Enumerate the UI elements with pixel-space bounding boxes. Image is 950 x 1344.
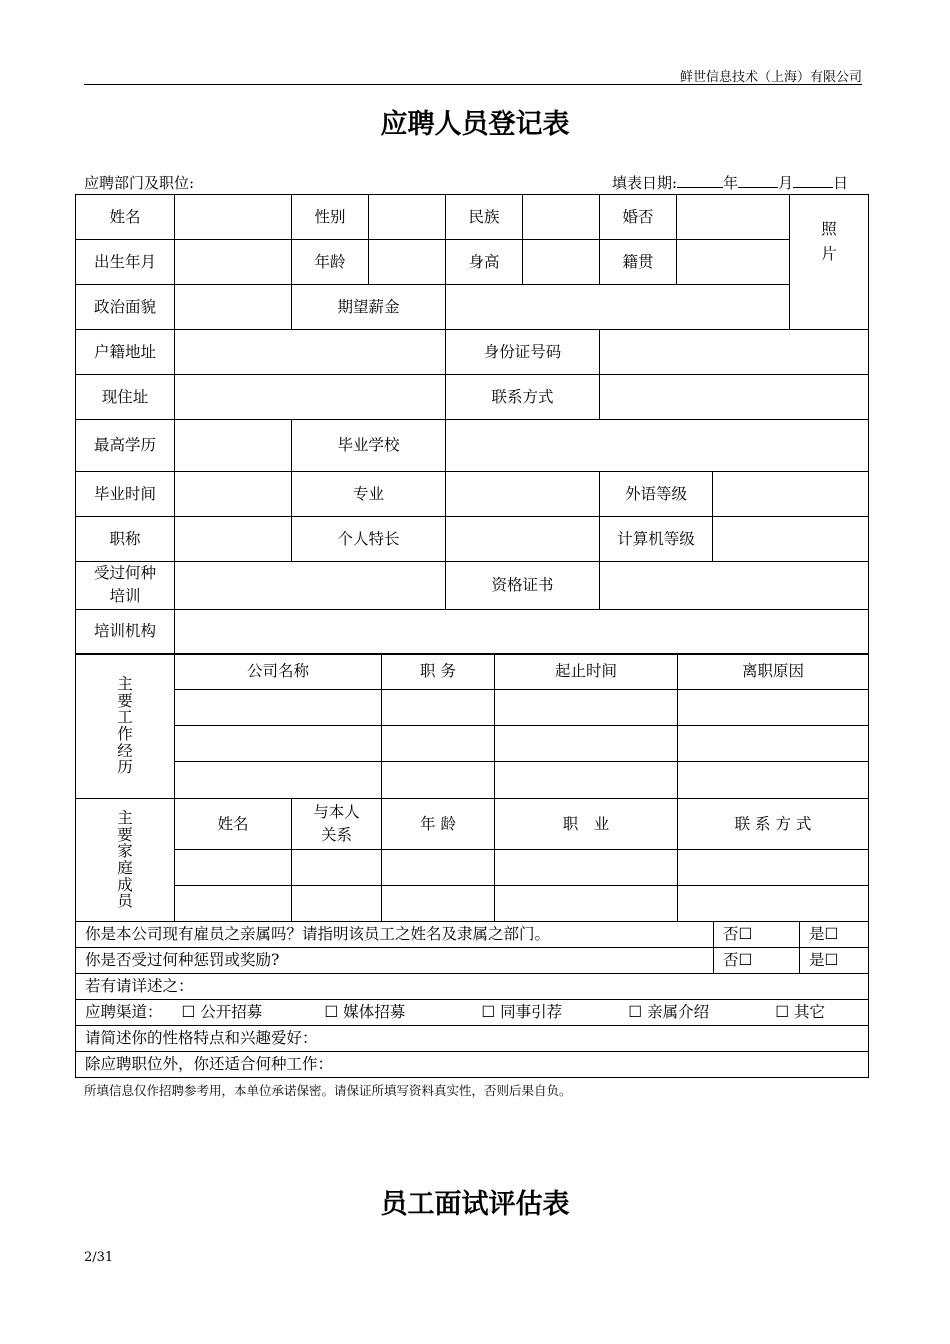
id-number-input[interactable]: [600, 330, 869, 375]
work-cell[interactable]: [175, 726, 382, 762]
family-cell[interactable]: [495, 886, 678, 922]
origin-label: 籍贯: [600, 240, 677, 285]
title-input[interactable]: [175, 517, 292, 562]
family-cell[interactable]: [678, 886, 869, 922]
training-label: 受过何种 培训: [76, 562, 175, 610]
fill-date: 填表日期: 年 月 日: [612, 174, 849, 192]
school-label: 毕业学校: [292, 420, 446, 472]
relative-question: 你是本公司现有雇员之亲属吗？请指明该员工之姓名及隶属之部门。: [76, 922, 714, 948]
work-cell[interactable]: [382, 690, 495, 726]
lang-level-input[interactable]: [713, 472, 869, 517]
education-label: 最高学历: [76, 420, 175, 472]
gender-label: 性别: [292, 195, 369, 240]
major-input[interactable]: [446, 472, 600, 517]
channel-relative-checkbox[interactable]: ☐ 亲属介绍: [628, 1002, 710, 1021]
work-header-period: 起止时间: [495, 654, 678, 690]
work-cell[interactable]: [175, 690, 382, 726]
origin-input[interactable]: [677, 240, 790, 285]
second-title: 员工面试评估表: [380, 1189, 570, 1220]
family-header-age: 年 龄: [382, 799, 495, 850]
questions-table: [75, 921, 869, 1078]
work-cell[interactable]: [495, 726, 678, 762]
gender-input[interactable]: [369, 195, 446, 240]
grad-time-label: 毕业时间: [76, 472, 175, 517]
photo-box[interactable]: 照 片: [790, 195, 869, 330]
training-input[interactable]: [175, 562, 446, 610]
hukou-input[interactable]: [175, 330, 446, 375]
page-number: 2/31: [84, 1250, 114, 1265]
work-section-label: 主要工作经历: [76, 654, 175, 799]
name-input[interactable]: [175, 195, 292, 240]
title-label: 职称: [76, 517, 175, 562]
family-cell[interactable]: [678, 850, 869, 886]
family-cell[interactable]: [382, 850, 495, 886]
id-number-label: 身份证号码: [446, 330, 600, 375]
work-cell[interactable]: [382, 726, 495, 762]
work-header-reason: 离职原因: [678, 654, 869, 690]
channel-label: 应聘渠道：: [85, 1002, 163, 1021]
education-input[interactable]: [175, 420, 292, 472]
age-input[interactable]: [369, 240, 446, 285]
birth-input[interactable]: [175, 240, 292, 285]
hukou-label: 户籍地址: [76, 330, 175, 375]
position-label: 应聘部门及职位:: [84, 174, 195, 192]
marital-input[interactable]: [677, 195, 790, 240]
relative-no-checkbox[interactable]: 否☐: [714, 922, 800, 948]
training-org-label: 培训机构: [76, 609, 175, 654]
family-table: [75, 798, 869, 922]
work-cell[interactable]: [678, 726, 869, 762]
channel-row: [76, 999, 869, 1025]
punish-yes-checkbox[interactable]: 是☐: [800, 948, 869, 974]
channel-other-checkbox[interactable]: ☐ 其它: [775, 1002, 826, 1021]
contact-label: 联系方式: [446, 375, 600, 420]
political-label: 政治面貌: [76, 285, 175, 330]
computer-level-label: 计算机等级: [600, 517, 713, 562]
height-input[interactable]: [523, 240, 600, 285]
marital-label: 婚否: [600, 195, 677, 240]
punish-no-checkbox[interactable]: 否☐: [714, 948, 800, 974]
family-cell[interactable]: [175, 886, 292, 922]
computer-level-input[interactable]: [713, 517, 869, 562]
family-cell[interactable]: [495, 850, 678, 886]
birth-label: 出生年月: [76, 240, 175, 285]
age-label: 年龄: [292, 240, 369, 285]
detail-field[interactable]: 若有请详述之：: [76, 974, 869, 1000]
specialty-input[interactable]: [446, 517, 600, 562]
name-label: 姓名: [76, 195, 175, 240]
company-name: 鲜世信息技术（上海）有限公司: [679, 70, 862, 85]
channel-referral-checkbox[interactable]: ☐ 同事引荐: [481, 1002, 563, 1021]
personality-field[interactable]: 请简述你的性格特点和兴趣爱好：: [76, 1025, 869, 1051]
month-blank[interactable]: [738, 173, 778, 188]
page-title: 应聘人员登记表: [380, 109, 570, 140]
specialty-label: 个人特长: [292, 517, 446, 562]
political-input[interactable]: [175, 285, 292, 330]
family-header-name: 姓名: [175, 799, 292, 850]
family-section-label: 主要家庭成员: [76, 799, 175, 922]
certificate-input[interactable]: [600, 562, 869, 610]
family-cell[interactable]: [175, 850, 292, 886]
major-label: 专业: [292, 472, 446, 517]
work-cell[interactable]: [678, 690, 869, 726]
lang-level-label: 外语等级: [600, 472, 713, 517]
work-cell[interactable]: [495, 762, 678, 799]
contact-input[interactable]: [600, 375, 869, 420]
salary-label: 期望薪金: [292, 285, 446, 330]
work-header-role: 职 务: [382, 654, 495, 690]
channel-media-checkbox[interactable]: ☐ 媒体招募: [324, 1002, 406, 1021]
certificate-label: 资格证书: [446, 562, 600, 610]
family-cell[interactable]: [382, 886, 495, 922]
work-experience-table: [75, 653, 869, 799]
year-blank[interactable]: [677, 173, 723, 188]
height-label: 身高: [446, 240, 523, 285]
grad-time-input[interactable]: [175, 472, 292, 517]
family-header-relation: 与本人 关系: [292, 799, 382, 850]
confidentiality-note: 所填信息仅作招聘参考用，本单位承诺保密。请保证所填写资料真实性，否则后果自负。: [84, 1083, 572, 1098]
family-header-job: 职 业: [495, 799, 678, 850]
work-header-company: 公司名称: [175, 654, 382, 690]
address-input[interactable]: [175, 375, 446, 420]
school-input[interactable]: [446, 420, 869, 472]
ethnicity-input[interactable]: [523, 195, 600, 240]
salary-input[interactable]: [446, 285, 790, 330]
address-label: 现住址: [76, 375, 175, 420]
ethnicity-label: 民族: [446, 195, 523, 240]
work-cell[interactable]: [175, 762, 382, 799]
relative-yes-checkbox[interactable]: 是☐: [800, 922, 869, 948]
family-header-contact: 联 系 方 式: [678, 799, 869, 850]
channel-public-checkbox[interactable]: ☐ 公开招募: [181, 1002, 263, 1021]
header-divider: [84, 84, 862, 85]
work-cell[interactable]: [382, 762, 495, 799]
work-cell[interactable]: [678, 762, 869, 799]
family-cell[interactable]: [292, 886, 382, 922]
work-cell[interactable]: [495, 690, 678, 726]
family-cell[interactable]: [292, 850, 382, 886]
registration-table: [75, 194, 869, 655]
day-blank[interactable]: [793, 173, 833, 188]
other-job-field[interactable]: 除应聘职位外，你还适合何种工作：: [76, 1051, 869, 1077]
punish-question: 你是否受过何种惩罚或奖励?: [76, 948, 714, 974]
training-org-input[interactable]: [175, 609, 869, 654]
